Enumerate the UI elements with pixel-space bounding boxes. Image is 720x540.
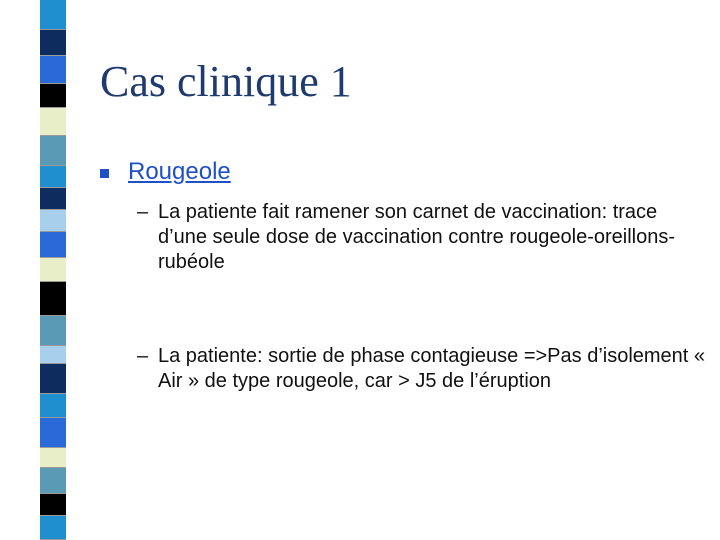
stripe-block	[40, 418, 66, 448]
stripe-block	[40, 232, 66, 258]
stripe-block	[40, 188, 66, 210]
stripe-block	[40, 448, 66, 468]
decorative-stripe	[0, 0, 66, 540]
stripe-block	[40, 316, 66, 346]
stripe-block	[40, 0, 66, 30]
slide-title: Cas clinique 1	[100, 57, 352, 106]
square-bullet-icon	[100, 169, 109, 178]
stripe-block	[40, 84, 66, 108]
bullet-rougeole-link[interactable]: Rougeole	[128, 158, 231, 185]
stripe-block	[40, 364, 66, 394]
sub-bullet-text: La patiente: sortie de phase contagieuse =>Pas d’isolement « Air » de type rougeole, car > J5 de l’éruption	[158, 345, 706, 392]
sub-bullet-contagion	[137, 344, 707, 394]
dash-marker: –	[137, 201, 149, 223]
sub-bullet-text: La patiente fait ramener son carnet de vaccination: trace d’une seule dose de vaccination contre rougeole-oreillons-rubéole	[158, 201, 675, 273]
stripe-block	[40, 394, 66, 418]
stripe-block	[40, 108, 66, 136]
stripe-block	[40, 258, 66, 282]
stripe-block	[40, 282, 66, 316]
stripe-block	[40, 30, 66, 56]
stripe-block	[40, 468, 66, 494]
stripe-block	[40, 346, 66, 364]
stripe-block	[40, 166, 66, 188]
stripe-block	[40, 516, 66, 540]
stripe-block	[40, 210, 66, 232]
stripe-block	[40, 494, 66, 516]
dash-marker: –	[137, 345, 149, 367]
stripe-block	[40, 136, 66, 166]
stripe-block	[40, 56, 66, 84]
sub-bullet-vaccination	[137, 200, 707, 275]
